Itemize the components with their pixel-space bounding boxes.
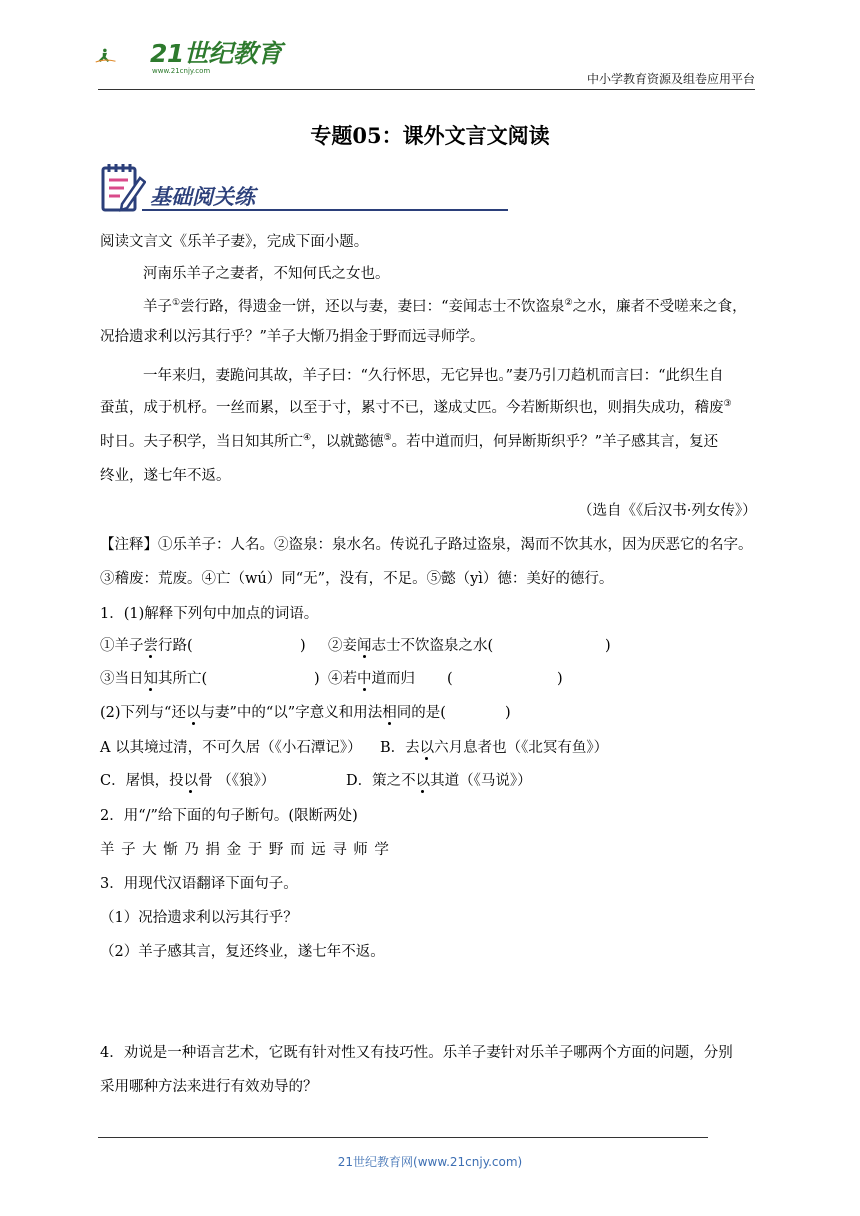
banner-underline xyxy=(142,209,508,211)
intro-text: 阅读文言文《乐羊子妻》，完成下面小题。 xyxy=(100,234,369,250)
question-2-sentence: 羊 子 大 惭 乃 捐 金 于 野 而 远 寻 师 学 xyxy=(100,842,389,858)
passage-source: （选自《《后汉书·列女传》） xyxy=(578,503,757,519)
question-1-heading: 1．(1)解释下列句中加点的词语。 xyxy=(100,606,319,622)
question-1-item-a: ①羊子尝行路( xyxy=(100,638,193,654)
option-c: C．屠惧，投以骨 （《狼》） xyxy=(100,773,276,789)
option-b: B．去以六月息者也（《北冥有鱼》） xyxy=(380,740,609,756)
notepad-pencil-icon xyxy=(100,162,146,214)
banner-title: 基础阅关练 xyxy=(150,184,255,209)
logo-url: www.21cnjy.com xyxy=(152,67,211,75)
notes-line-2: ③稽废：荒废。④亡（wú）同“无”，没有，不足。⑤懿（yì）德：美好的德行。 xyxy=(100,571,614,587)
logo-text: 21世纪教育 xyxy=(150,39,282,68)
footer-divider xyxy=(98,1137,708,1138)
footer-link[interactable]: 21世纪教育网(www.21cnjy.com) xyxy=(337,1155,523,1169)
question-1-item-b-close: ) xyxy=(605,638,611,654)
question-3-item-1: （1）况拾遗求利以污其行乎？ xyxy=(100,910,298,926)
passage-paragraph-1: 河南乐羊子之妻者，不知何氏之女也。 xyxy=(143,266,390,282)
question-1-item-d-close: ) xyxy=(557,671,563,687)
header-platform-text: 中小学教育资源及组卷应用平台 xyxy=(586,72,755,86)
question-4-line-2: 采用哪种方法来进行有效劝导的？ xyxy=(100,1079,318,1095)
question-3-heading: 3．用现代汉语翻译下面句子。 xyxy=(100,876,298,892)
question-3-item-2: （2）羊子感其言，复还终业，遂七年不返。 xyxy=(100,944,385,960)
question-1-item-d-open: ( xyxy=(447,671,453,687)
question-1-item-a-close: ) xyxy=(300,638,306,654)
passage-paragraph-3-line-4: 终业，遂七年不返。 xyxy=(100,468,231,484)
question-1-item-b: ②妾闻志士不饮盗泉之水( xyxy=(328,638,494,654)
logo-runner-icon xyxy=(95,33,155,79)
notes-line-1: 【注释】①乐羊子：人名。②盗泉：泉水名。传说孔子路过盗泉，渴而不饮其水，因为厌恶它的名字。 xyxy=(100,537,753,553)
question-4-line-1: 4．劝说是一种语言艺术，它既有针对性又有技巧性。乐羊子妻针对乐羊子哪两个方面的问题，分别 xyxy=(100,1045,733,1061)
option-a: A 以其境过清，不可久居（《小石潭记》） xyxy=(100,740,362,756)
header-divider xyxy=(98,89,755,90)
question-1-item-c: ③当日知其所亡( xyxy=(100,671,208,687)
passage-paragraph-3-line-3: 时日。夫子积学，当日知其所亡④，以就懿德⑤。若中道而归，何异断斯织乎？”羊子感其言，复还 xyxy=(100,433,719,450)
question-1-part-2: (2)下列与“还以与妻”中的“以”字意义和用法相同的是( xyxy=(100,705,446,721)
question-1-part-2-close: ) xyxy=(505,705,511,721)
passage-paragraph-3-line-2: 蚕茧，成于机杼。一丝而累，以至于寸，累寸不已，遂成丈匹。今若断斯织也，则捐失成功，稽废③ xyxy=(100,399,732,416)
question-1-item-c-close: ) xyxy=(314,671,320,687)
passage-paragraph-3-line-1: 一年来归，妻跪问其故，羊子曰：“久行怀思，无它异也。”妻乃引刀趋机而言曰：“此织生自 xyxy=(143,368,724,384)
page-title: 专题05：课外文言文阅读 xyxy=(310,123,550,148)
question-1-item-d: ④若中道而归 xyxy=(328,671,415,687)
option-d: D．策之不以其道（《马说》） xyxy=(346,773,532,789)
passage-paragraph-2-line-1: 羊子①尝行路，得遗金一饼，还以与妻，妻曰：“妾闻志士不饮盗泉②之水，廉者不受嗟来之食， xyxy=(143,298,747,315)
question-2-heading: 2．用“/”给下面的句子断句。(限断两处) xyxy=(100,808,358,824)
passage-paragraph-2-line-2: 况拾遗求利以污其行乎？”羊子大惭乃捐金于野而远寻师学。 xyxy=(100,329,485,345)
